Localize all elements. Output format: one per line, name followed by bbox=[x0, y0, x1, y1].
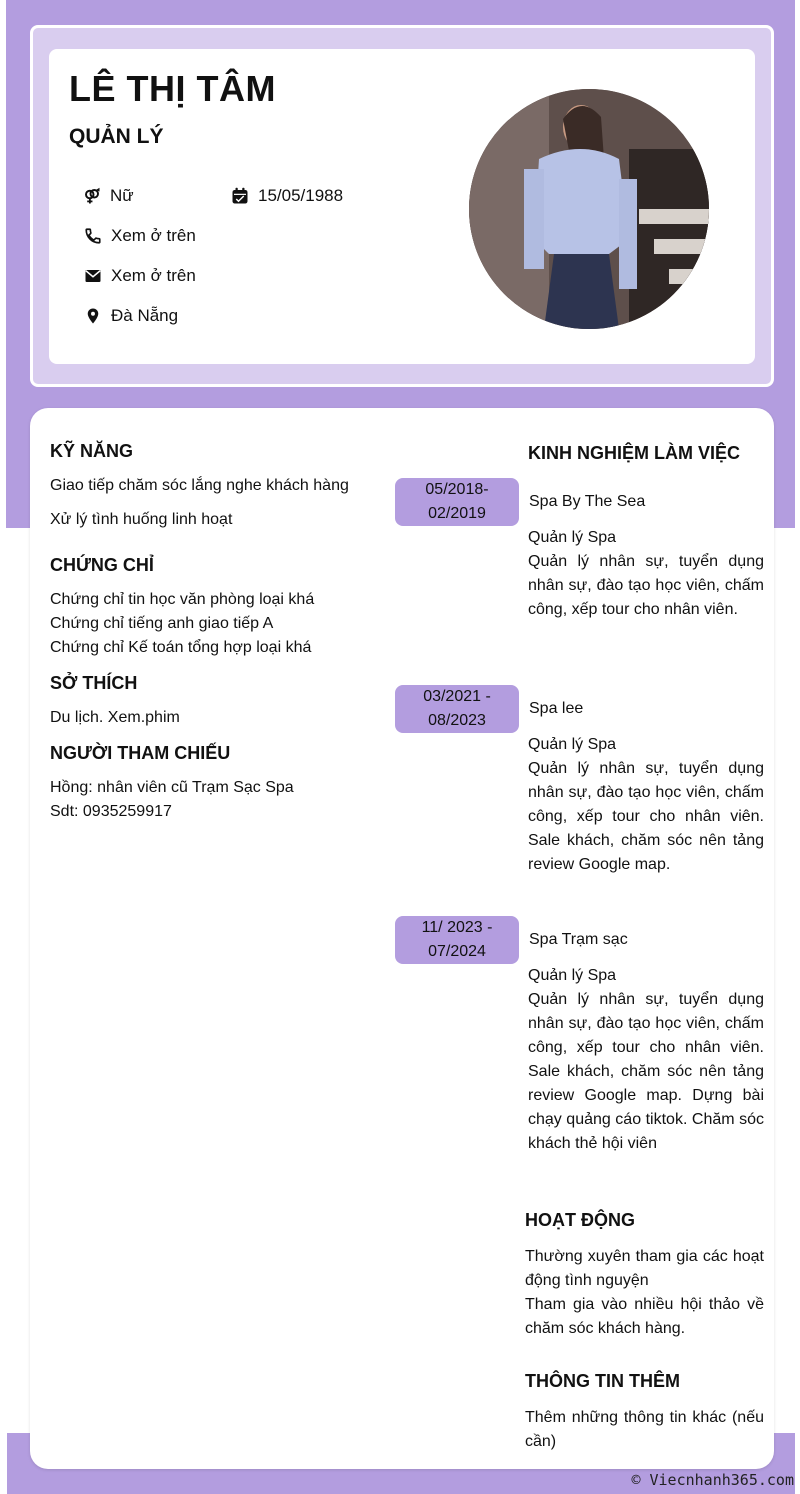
email-icon bbox=[83, 266, 103, 286]
phone-row bbox=[83, 226, 196, 246]
extra-heading: THÔNG TIN THÊM bbox=[525, 1371, 680, 1391]
calendar-icon bbox=[230, 186, 250, 206]
email-row bbox=[83, 266, 196, 286]
certificates-heading: CHỨNG CHỈ bbox=[50, 555, 154, 575]
job-company: Spa Trạm sạc bbox=[529, 931, 628, 948]
job-company: Spa lee bbox=[529, 700, 584, 717]
certificate-item: Chứng chỉ tiếng anh giao tiếp A bbox=[50, 615, 274, 632]
phone-value: Xem ở trên bbox=[111, 226, 196, 245]
job-description: Quản lý nhân sự, tuyển dụng nhân sự, đào tạo học viên, chấm công, xếp tour cho nhân viên. Sale khách, chăm sóc nên tảng review Google map. Dựng bài chạy quảng cáo tiktok. Chăm sóc khách thẻ hội viên bbox=[528, 991, 764, 1152]
job-date-badge: 03/2021 - 08/2023 bbox=[395, 685, 519, 733]
certificate-item: Chứng chỉ Kế toán tổng hợp loại khá bbox=[50, 639, 312, 656]
job-company: Spa By The Sea bbox=[529, 493, 646, 510]
activity-line: Tham gia vào nhiều hội thảo về chăm sóc khách hàng. bbox=[525, 1296, 764, 1337]
job-description: Quản lý nhân sự, tuyển dụng nhân sự, đào tạo học viên, chấm công, xếp tour cho nhân viên. bbox=[528, 553, 764, 618]
reference-line: Hồng: nhân viên cũ Trạm Sạc Spa bbox=[50, 779, 294, 796]
email-value: Xem ở trên bbox=[111, 266, 196, 285]
location-icon bbox=[83, 306, 103, 326]
activities-heading: HOẠT ĐỘNG bbox=[525, 1210, 635, 1230]
skill-item: Xử lý tình huống linh hoạt bbox=[50, 511, 233, 528]
activity-line: Thường xuyên tham gia các hoạt động tình nguyện bbox=[525, 1248, 764, 1289]
birthdate-row bbox=[230, 186, 343, 206]
gender-row bbox=[82, 186, 134, 206]
phone-icon bbox=[83, 226, 103, 246]
reference-line: Sdt: 0935259917 bbox=[50, 803, 172, 820]
job-role: Quản lý Spa bbox=[528, 529, 617, 546]
candidate-title: QUẢN LÝ bbox=[69, 125, 164, 148]
experience-heading: KINH NGHIỆM LÀM VIỆC bbox=[528, 443, 741, 463]
gender-value: Nữ bbox=[110, 186, 134, 205]
job-description: Quản lý nhân sự, tuyển dụng nhân sự, đào tạo học viên, chấm công, xếp tour cho nhân viên. Sale khách, chăm sóc nên tảng review Google map. bbox=[528, 760, 764, 873]
certificate-item: Chứng chỉ tin học văn phòng loại khá bbox=[50, 591, 315, 608]
footer-credit[interactable]: © Viecnhanh365.com bbox=[631, 1471, 794, 1489]
job-date-badge: 11/ 2023 - 07/2024 bbox=[395, 916, 519, 964]
gender-icon bbox=[82, 186, 102, 206]
hobbies-text: Du lịch. Xem.phim bbox=[50, 709, 180, 726]
location-value: Đà Nẵng bbox=[111, 306, 179, 325]
candidate-name: LÊ THỊ TÂM bbox=[69, 68, 276, 109]
extra-text: Thêm những thông tin khác (nếu cần) bbox=[525, 1409, 764, 1450]
skills-heading: KỸ NĂNG bbox=[50, 441, 134, 461]
hobbies-heading: SỞ THÍCH bbox=[50, 673, 138, 693]
location-row bbox=[83, 306, 178, 326]
profile-photo bbox=[469, 89, 709, 329]
job-role: Quản lý Spa bbox=[528, 967, 617, 984]
skill-item: Giao tiếp chăm sóc lắng nghe khách hàng bbox=[50, 477, 349, 494]
references-heading: NGƯỜI THAM CHIẾU bbox=[50, 743, 231, 763]
job-role: Quản lý Spa bbox=[528, 736, 617, 753]
birthdate-value: 15/05/1988 bbox=[258, 186, 344, 205]
job-date-badge: 05/2018- 02/2019 bbox=[395, 478, 519, 526]
